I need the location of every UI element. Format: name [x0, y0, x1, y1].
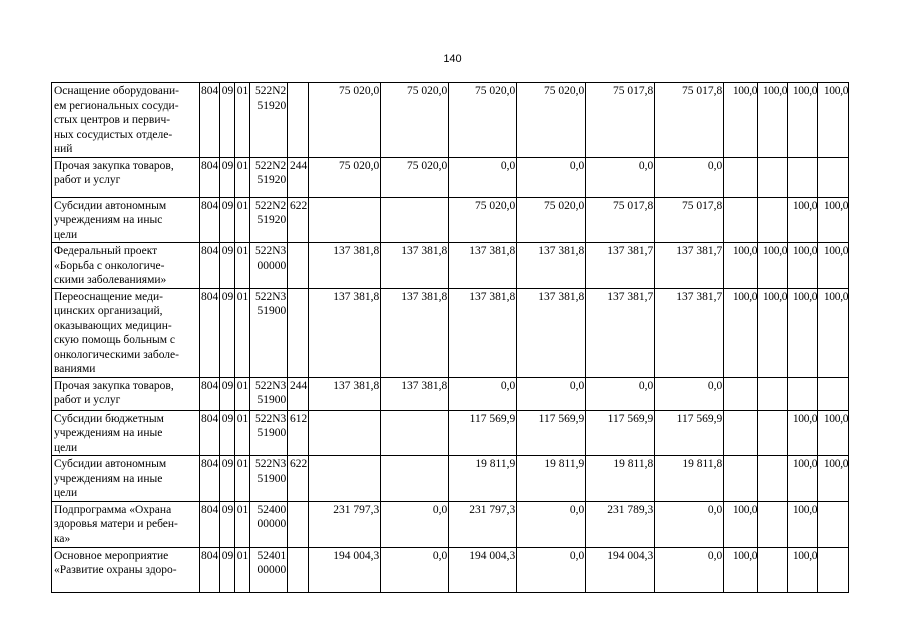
- expense-type-cell: 622: [288, 197, 309, 243]
- ministry-code-cell: 804: [200, 83, 220, 158]
- table-row: [52, 288, 849, 377]
- amount-cell-6: 117 569,9: [655, 410, 724, 456]
- row-name-cell: [52, 157, 200, 197]
- amount-cell-6: 137 381,7: [655, 288, 724, 377]
- percent-cell-1: [724, 410, 758, 456]
- row-name-cell: [52, 547, 200, 592]
- percent-cell-4: 100,0: [818, 410, 849, 456]
- ministry-code-cell: 804: [200, 501, 220, 547]
- row-name-line: цинских организаций,: [54, 305, 163, 317]
- row-name-cell: [52, 288, 200, 377]
- row-name-line: оказывающих медицин-: [54, 319, 172, 332]
- row-name-line: Прочая закупка товаров,: [54, 159, 174, 172]
- percent-cell-3: 100,0: [788, 547, 818, 592]
- amount-cell-6: 75 017,8: [655, 83, 724, 158]
- amount-cell-1: [309, 197, 381, 243]
- subsection-code-cell: 01: [235, 501, 250, 547]
- row-name-line: ний: [54, 143, 73, 155]
- expense-type-cell: 622: [288, 456, 309, 502]
- ministry-code-cell: 804: [200, 197, 220, 243]
- percent-cell-1: 100,0: [724, 501, 758, 547]
- amount-cell-6: 0,0: [655, 501, 724, 547]
- table-row: [52, 456, 849, 502]
- row-name-line: ных сосудистых отделе-: [54, 128, 173, 141]
- percent-cell-4: 100,0: [818, 197, 849, 243]
- amount-cell-2: 75 020,0: [381, 157, 449, 197]
- amount-cell-3: 117 569,9: [449, 410, 517, 456]
- row-name-line: Субсидии автономным: [54, 458, 167, 470]
- amount-cell-2: [381, 197, 449, 243]
- amount-cell-4: 0,0: [517, 377, 586, 410]
- page-number: 140: [443, 53, 462, 65]
- row-name-line: ваниями: [54, 363, 96, 375]
- target-article-cell: 522N3 51900: [250, 410, 288, 456]
- ministry-code-cell: 804: [200, 243, 220, 289]
- percent-cell-2: 100,0: [758, 243, 788, 289]
- percent-cell-1: 100,0: [724, 83, 758, 158]
- amount-cell-5: 75 017,8: [586, 83, 655, 158]
- amount-cell-3: 19 811,9: [449, 456, 517, 502]
- expense-type-cell: 244: [288, 377, 309, 410]
- target-article-cell: 522N3 51900: [250, 288, 288, 377]
- amount-cell-3: 0,0: [449, 157, 517, 197]
- row-name-line: Переоснащение меди-: [54, 290, 163, 303]
- percent-cell-3: [788, 157, 818, 197]
- percent-cell-2: [758, 157, 788, 197]
- budget-table: [51, 82, 849, 593]
- amount-cell-1: 137 381,8: [309, 377, 381, 410]
- percent-cell-4: 100,0: [818, 243, 849, 289]
- amount-cell-2: [381, 410, 449, 456]
- amount-cell-4: 0,0: [517, 547, 586, 592]
- section-code-cell: 09: [220, 83, 235, 158]
- percent-cell-4: [818, 547, 849, 592]
- table-row: [52, 197, 849, 243]
- target-article-cell: 522N2 51920: [250, 157, 288, 197]
- amount-cell-1: [309, 456, 381, 502]
- percent-cell-3: 100,0: [788, 410, 818, 456]
- percent-cell-3: 100,0: [788, 197, 818, 243]
- percent-cell-2: 100,0: [758, 288, 788, 377]
- amount-cell-2: 137 381,8: [381, 377, 449, 410]
- amount-cell-5: 0,0: [586, 377, 655, 410]
- percent-cell-3: 100,0: [788, 288, 818, 377]
- section-code-cell: 09: [220, 243, 235, 289]
- percent-cell-1: 100,0: [724, 547, 758, 592]
- ministry-code-cell: 804: [200, 288, 220, 377]
- amount-cell-5: 117 569,9: [586, 410, 655, 456]
- row-name-cell: [52, 410, 200, 456]
- row-name-cell: [52, 377, 200, 410]
- section-code-cell: 09: [220, 197, 235, 243]
- amount-cell-6: 0,0: [655, 377, 724, 410]
- amount-cell-5: 137 381,7: [586, 288, 655, 377]
- row-name-line: цели: [54, 441, 78, 454]
- table-row: [52, 157, 849, 197]
- percent-cell-1: [724, 157, 758, 197]
- row-name-line: скими заболеваниями»: [54, 274, 167, 286]
- subsection-code-cell: 01: [235, 197, 250, 243]
- amount-cell-6: 137 381,7: [655, 243, 724, 289]
- row-name-line: Субсидии бюджетным: [54, 412, 164, 425]
- expense-type-cell: [288, 501, 309, 547]
- amount-cell-1: 137 381,8: [309, 288, 381, 377]
- amount-cell-5: 19 811,8: [586, 456, 655, 502]
- percent-cell-2: [758, 547, 788, 592]
- section-code-cell: 09: [220, 377, 235, 410]
- table-row: [52, 377, 849, 410]
- row-name-line: учреждениям на иные: [54, 472, 163, 485]
- percent-cell-3: 100,0: [788, 501, 818, 547]
- row-name-line: работ и услуг: [54, 394, 121, 406]
- percent-cell-3: 100,0: [788, 243, 818, 289]
- table-row: [52, 243, 849, 289]
- amount-cell-1: 75 020,0: [309, 83, 381, 158]
- row-name-line: Прочая закупка товаров,: [54, 379, 174, 392]
- ministry-code-cell: 804: [200, 157, 220, 197]
- percent-cell-3: 100,0: [788, 83, 818, 158]
- percent-cell-4: [818, 501, 849, 547]
- amount-cell-1: 231 797,3: [309, 501, 381, 547]
- percent-cell-4: 100,0: [818, 288, 849, 377]
- row-name-line: цели: [54, 228, 78, 241]
- percent-cell-2: [758, 197, 788, 243]
- ministry-code-cell: 804: [200, 377, 220, 410]
- section-code-cell: 09: [220, 288, 235, 377]
- table-row: [52, 83, 849, 158]
- amount-cell-1: 194 004,3: [309, 547, 381, 592]
- section-code-cell: 09: [220, 410, 235, 456]
- row-name-cell: [52, 243, 200, 289]
- subsection-code-cell: 01: [235, 288, 250, 377]
- section-code-cell: 09: [220, 547, 235, 592]
- row-name-line: стых центров и первич-: [54, 114, 171, 126]
- row-name-cell: [52, 456, 200, 502]
- subsection-code-cell: 01: [235, 547, 250, 592]
- amount-cell-4: 137 381,8: [517, 288, 586, 377]
- amount-cell-2: 0,0: [381, 501, 449, 547]
- subsection-code-cell: 01: [235, 377, 250, 410]
- ministry-code-cell: 804: [200, 410, 220, 456]
- expense-type-cell: 612: [288, 410, 309, 456]
- row-name-line: Федеральный проект: [54, 245, 158, 257]
- expense-type-cell: 244: [288, 157, 309, 197]
- row-name-line: ем региональных сосуди-: [54, 99, 179, 112]
- percent-cell-2: [758, 377, 788, 410]
- subsection-code-cell: 01: [235, 456, 250, 502]
- section-code-cell: 09: [220, 501, 235, 547]
- percent-cell-1: 100,0: [724, 288, 758, 377]
- amount-cell-5: 194 004,3: [586, 547, 655, 592]
- subsection-code-cell: 01: [235, 83, 250, 158]
- row-name-line: «Развитие охраны здоро-: [54, 564, 177, 576]
- row-name-line: «Борьба с онкологиче-: [54, 259, 165, 272]
- amount-cell-6: 75 017,8: [655, 197, 724, 243]
- expense-type-cell: [288, 547, 309, 592]
- table-row: [52, 547, 849, 592]
- percent-cell-2: [758, 456, 788, 502]
- amount-cell-6: 19 811,8: [655, 456, 724, 502]
- row-name-line: здоровья матери и ребен-: [54, 518, 178, 530]
- amount-cell-3: 75 020,0: [449, 83, 517, 158]
- amount-cell-5: 75 017,8: [586, 197, 655, 243]
- row-name-line: учреждениям на иныс: [54, 214, 163, 226]
- percent-cell-2: [758, 501, 788, 547]
- ministry-code-cell: 804: [200, 547, 220, 592]
- row-name-line: Оснащение оборудовани-: [54, 85, 180, 97]
- ministry-code-cell: 804: [200, 456, 220, 502]
- subsection-code-cell: 01: [235, 157, 250, 197]
- percent-cell-3: 100,0: [788, 456, 818, 502]
- percent-cell-3: [788, 377, 818, 410]
- amount-cell-3: 194 004,3: [449, 547, 517, 592]
- percent-cell-2: 100,0: [758, 83, 788, 158]
- amount-cell-3: 75 020,0: [449, 197, 517, 243]
- amount-cell-2: 0,0: [381, 547, 449, 592]
- target-article-cell: 522N3 51900: [250, 377, 288, 410]
- amount-cell-3: 137 381,8: [449, 288, 517, 377]
- row-name-line: Основное мероприятие: [54, 549, 169, 562]
- amount-cell-5: 231 789,3: [586, 501, 655, 547]
- percent-cell-1: [724, 197, 758, 243]
- amount-cell-4: 0,0: [517, 157, 586, 197]
- amount-cell-1: 137 381,8: [309, 243, 381, 289]
- amount-cell-5: 137 381,7: [586, 243, 655, 289]
- amount-cell-2: 137 381,8: [381, 243, 449, 289]
- percent-cell-4: 100,0: [818, 83, 849, 158]
- amount-cell-6: 0,0: [655, 547, 724, 592]
- amount-cell-3: 231 797,3: [449, 501, 517, 547]
- row-name-line: учреждениям на иные: [54, 427, 163, 439]
- amount-cell-5: 0,0: [586, 157, 655, 197]
- section-code-cell: 09: [220, 456, 235, 502]
- target-article-cell: 522N2 51920: [250, 197, 288, 243]
- amount-cell-4: 0,0: [517, 501, 586, 547]
- table-row: [52, 501, 849, 547]
- target-article-cell: 52401 00000: [250, 547, 288, 592]
- row-name-line: скую помощь больным с: [54, 334, 176, 346]
- amount-cell-4: 137 381,8: [517, 243, 586, 289]
- subsection-code-cell: 01: [235, 243, 250, 289]
- target-article-cell: 52400 00000: [250, 501, 288, 547]
- percent-cell-4: [818, 377, 849, 410]
- table-row: [52, 410, 849, 456]
- row-name-cell: [52, 197, 200, 243]
- amount-cell-1: [309, 410, 381, 456]
- row-name-cell: [52, 83, 200, 158]
- percent-cell-4: [818, 157, 849, 197]
- expense-type-cell: [288, 243, 309, 289]
- row-name-line: Подпрограмма «Охрана: [54, 503, 172, 516]
- amount-cell-4: 75 020,0: [517, 83, 586, 158]
- amount-cell-2: 137 381,8: [381, 288, 449, 377]
- row-name-line: цели: [54, 487, 78, 499]
- expense-type-cell: [288, 83, 309, 158]
- expense-type-cell: [288, 288, 309, 377]
- percent-cell-1: [724, 456, 758, 502]
- target-article-cell: 522N3 51900: [250, 456, 288, 502]
- row-name-line: ка»: [54, 532, 71, 545]
- amount-cell-2: 75 020,0: [381, 83, 449, 158]
- section-code-cell: 09: [220, 157, 235, 197]
- amount-cell-3: 0,0: [449, 377, 517, 410]
- percent-cell-4: 100,0: [818, 456, 849, 502]
- row-name-line: Субсидии автономным: [54, 199, 167, 212]
- amount-cell-4: 19 811,9: [517, 456, 586, 502]
- row-name-line: работ и услуг: [54, 174, 121, 186]
- target-article-cell: 522N2 51920: [250, 83, 288, 158]
- subsection-code-cell: 01: [235, 410, 250, 456]
- amount-cell-6: 0,0: [655, 157, 724, 197]
- amount-cell-4: 117 569,9: [517, 410, 586, 456]
- amount-cell-2: [381, 456, 449, 502]
- amount-cell-3: 137 381,8: [449, 243, 517, 289]
- percent-cell-2: [758, 410, 788, 456]
- table-body: [52, 83, 849, 593]
- percent-cell-1: [724, 377, 758, 410]
- row-name-cell: [52, 501, 200, 547]
- target-article-cell: 522N3 00000: [250, 243, 288, 289]
- amount-cell-4: 75 020,0: [517, 197, 586, 243]
- row-name-line: онкологическими заболе-: [54, 348, 179, 361]
- amount-cell-1: 75 020,0: [309, 157, 381, 197]
- percent-cell-1: 100,0: [724, 243, 758, 289]
